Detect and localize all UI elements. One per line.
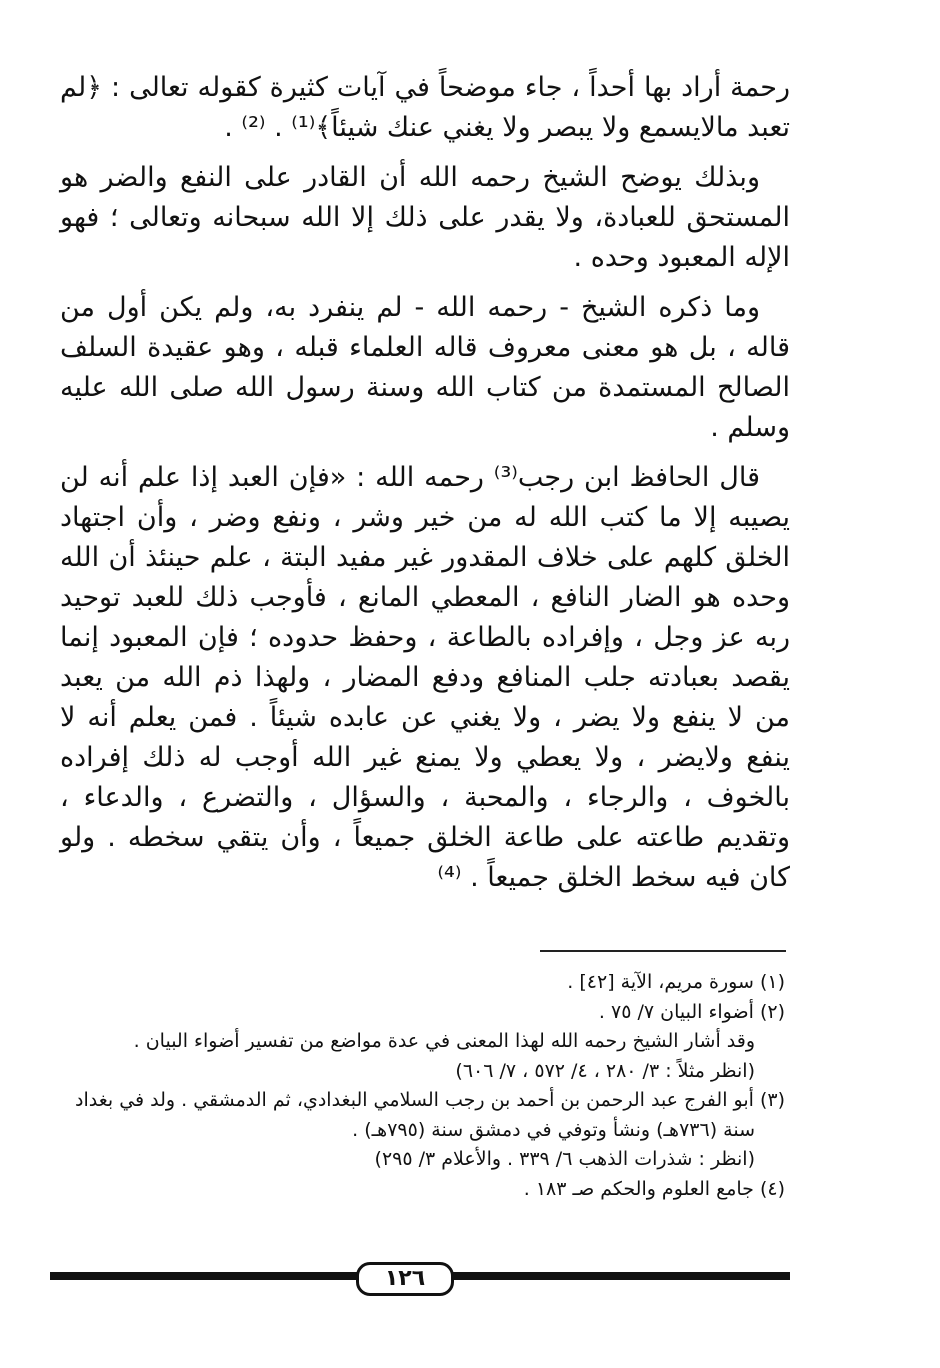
page-number: ١٢٦ <box>384 1266 426 1291</box>
footnote-2-note: وقد أشار الشيخ رحمه الله لهذا المعنى في عدة مواضع من تفسير أضواء البيان . <box>133 1030 755 1052</box>
footnote-3-reference: (انظر : شذرات الذهب ٦/ ٣٣٩ . والأعلام ٣/ ٢٩٥) <box>374 1148 755 1170</box>
footnotes <box>55 968 785 1204</box>
paragraph-1: رحمة أراد بها أحداً ، جاء موضحاً في آيات كثيرة كقوله تعالى : ﴿لم تعبد مالايسمع ولا يبصر ولا يغني عنك شيئاً﴾⁽¹⁾ . ⁽²⁾ . <box>60 72 790 143</box>
footnote-4: (٤) جامع العلوم والحكم صـ ١٨٣ . <box>523 1177 785 1200</box>
footnote-1: (١) سورة مريم، الآية [٤٢] . <box>567 971 785 993</box>
footnote-separator <box>540 950 786 952</box>
paragraph-2: وبذلك يوضح الشيخ رحمه الله أن القادر على النفع والضر هو المستحق للعبادة، ولا يقدر على ذلك إلا الله سبحانه وتعالى ؛ فهو الإله المعبود وحده . <box>60 162 790 273</box>
main-text <box>60 68 790 908</box>
footnote-2-reference: (انظر مثلاً : ٣/ ٢٨٠ ، ٤/ ٥٧٢ ، ٧/ ٦٠٦) <box>455 1059 755 1082</box>
footnote-2: (٢) أضواء البيان ٧/ ٧٥ . <box>598 1000 785 1023</box>
paragraph-4: قال الحافظ ابن رجب⁽³⁾ رحمه الله : «فإن العبد إذا علم أنه لن يصيبه إلا ما كتب الله له من خير وشر ، ونفع وضر ، وأن اجتهاد الخلق كلهم على خلاف المقدور غير مفيد البتة ، علم حينئذ أن الله وحده هو الضار النافع ، المعطي المانع ، فأوجب ذلك للعبد توحيد ربه عز وجل ، وإفراده بالطاعة ، وحفظ حدوده ؛ فإن المعبود إنما يقصد بعبادته جلب المنافع ودفع المضار ، ولهذا ذم الله من يعبد من لا ينفع ولا يضر ، ولا يغني عن عابده شيئاً . فمن يعلم أنه لا ينفع ولايضر ، ولا يعطي ولا يمنع غير الله أوجب له ذلك إفراده بالخوف ، والرجاء ، والمحبة ، والسؤال ، والتضرع ، والدعاء ، وتقديم طاعته على طاعة الخلق جميعاً ، وأن يتقي سخطه . ولو كان فيه سخط الخلق جميعاً . ⁽⁴⁾ <box>60 462 790 893</box>
paragraph-3: وما ذكره الشيخ - رحمه الله - لم ينفرد به، ولم يكن أول من قاله ، بل هو معنى معروف قاله العلماء قبله ، وهو عقيدة السلف الصالح المستمدة من كتاب الله وسنة رسول الله صلى الله عليه وسلم . <box>60 292 790 443</box>
footnote-3: (٣) أبو الفرج عبد الرحمن بن أحمد بن رجب السلامي البغدادي، ثم الدمشقي . ولد في بغداد سنة (٧٣٦هـ) ونشأ وتوفي في دمشق سنة (٧٩٥هـ) . <box>74 1089 785 1141</box>
